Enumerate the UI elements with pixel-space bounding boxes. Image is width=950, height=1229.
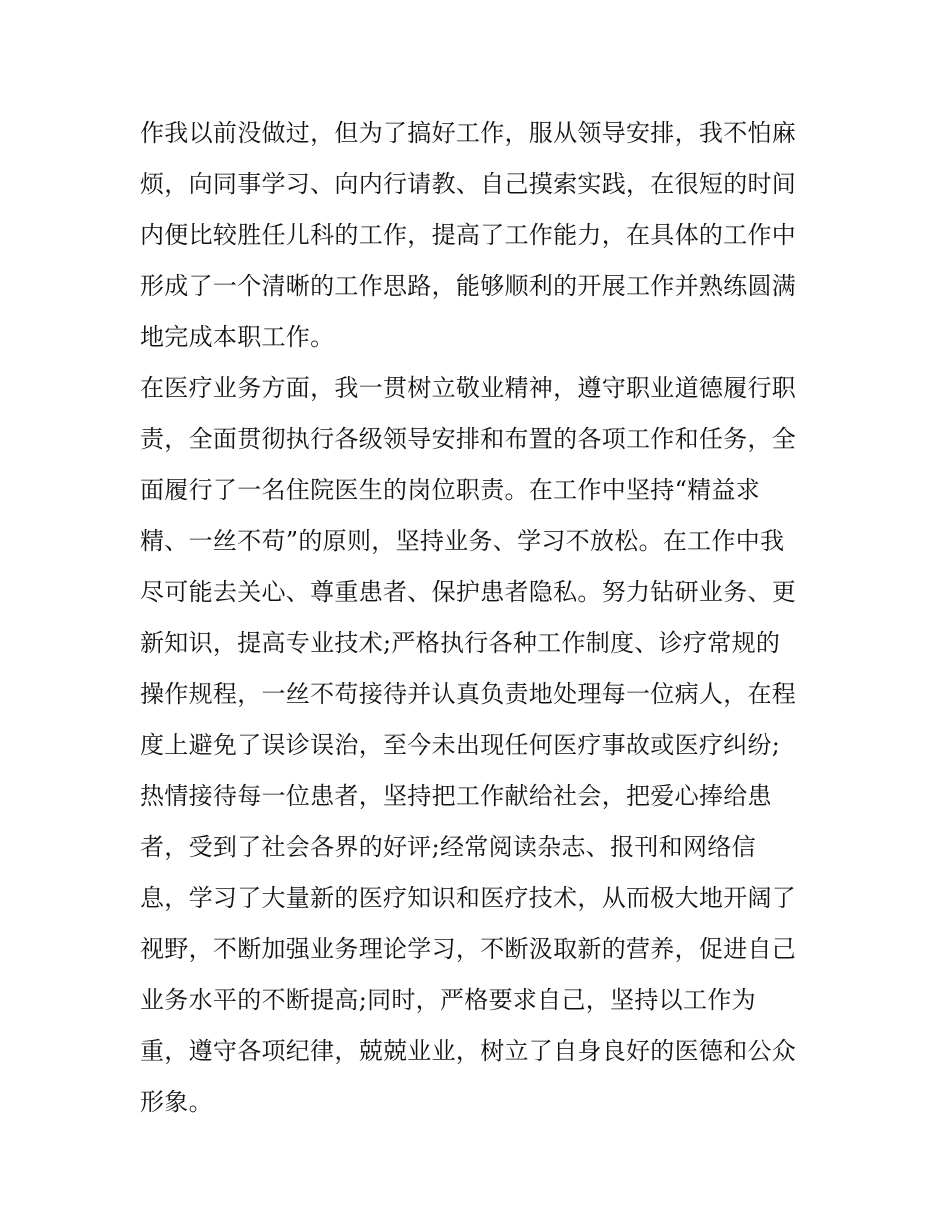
document-body <box>140 108 840 1128</box>
paragraph-1-line: 烦，向同事学习、向内行请教、自己摸索实践，在很短的时间 <box>140 170 797 198</box>
paragraph-1-line: 作我以前没做过，但为了搞好工作，服从领导安排，我不怕麻 <box>140 119 797 147</box>
paragraph-2-line: 重，遵守各项纪律，兢兢业业，树立了自身良好的医德和公众 <box>140 1037 797 1065</box>
paragraph-2-line: 形象。 <box>140 1088 213 1116</box>
paragraph-2-line: 责，全面贯彻执行各级领导安排和布置的各项工作和任务，全 <box>140 425 797 453</box>
paragraph-2-line: 尽可能去关心、尊重患者、保护患者隐私。努力钻研业务、更 <box>140 578 797 606</box>
paragraph-2-line: 息，学习了大量新的医疗知识和医疗技术，从而极大地开阔了 <box>140 884 797 912</box>
paragraph-1-line: 形成了一个清晰的工作思路，能够顺利的开展工作并熟练圆满 <box>140 272 797 300</box>
paragraph-1-line: 内便比较胜任儿科的工作，提高了工作能力，在具体的工作中 <box>140 221 797 249</box>
paragraph-2-line: 热情接待每一位患者，坚持把工作献给社会，把爱心捧给患 <box>140 782 772 810</box>
paragraph-2-line: 视野，不断加强业务理论学习，不断汲取新的营养，促进自己 <box>140 935 797 963</box>
paragraph-2-line: 面履行了一名住院医生的岗位职责。在工作中坚持“精益求 <box>140 476 761 504</box>
paragraph-2-line: 新知识，提高专业技术;严格执行各种工作制度、诊疗常规的 <box>140 629 781 657</box>
paragraph-2-line: 精、一丝不苟”的原则，坚持业务、学习不放松。在工作中我 <box>140 527 785 555</box>
paragraph-1-line: 地完成本职工作。 <box>140 323 335 351</box>
paragraph-2 <box>140 363 840 1128</box>
paragraph-2-line: 在医疗业务方面，我一贯树立敬业精神，遵守职业道德履行职 <box>140 374 797 402</box>
paragraph-2-line: 者，受到了社会各界的好评;经常阅读杂志、报刊和网络信 <box>140 833 756 861</box>
paragraph-2-line: 业务水平的不断提高;同时，严格要求自己，坚持以工作为 <box>140 986 756 1014</box>
paragraph-1 <box>140 108 840 363</box>
paragraph-2-line: 度上避免了误诊误治，至今未出现任何医疗事故或医疗纠纷; <box>140 731 781 759</box>
paragraph-2-line: 操作规程，一丝不苟接待并认真负责地处理每一位病人，在程 <box>140 680 797 708</box>
